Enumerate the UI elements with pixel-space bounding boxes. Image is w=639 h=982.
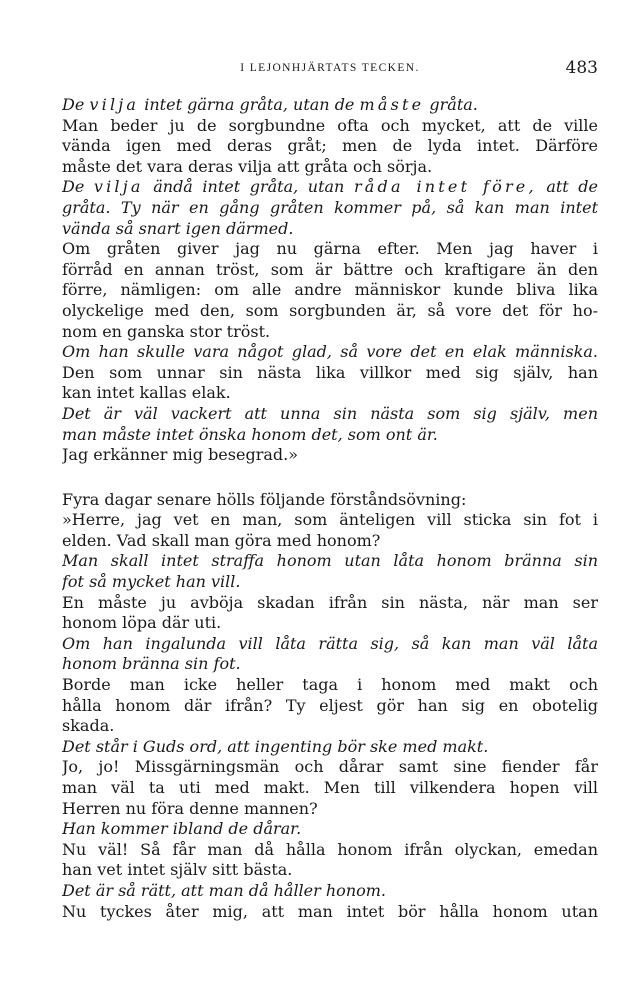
italic-text: De — [62, 95, 90, 114]
italic-text: gråta. Ty när en gång gråten kommer på, så kan man intet — [62, 197, 598, 217]
text-line — [62, 490, 598, 511]
section-break — [62, 466, 598, 490]
text-line — [62, 799, 598, 820]
text-run: olyckelige med den, som sorgbunden är, så vore det för ho- — [62, 300, 598, 320]
italic-text: Det står i Guds ord, att ingenting bör ske med makt. — [62, 736, 489, 756]
text-line — [62, 301, 598, 322]
italic-text: Det är så rätt, att man då håller honom. — [62, 880, 387, 900]
italic-text: Om han skulle vara något glad, så vore det en elak människa. — [62, 342, 598, 362]
text-run: vända igen med deras gråt; men de lyda intet. Därföre — [62, 136, 598, 156]
text-line — [62, 157, 598, 178]
text-line — [62, 116, 598, 137]
italic-text: vända så snart igen därmed. — [62, 218, 294, 238]
italic-text: honom bränna sin fot. — [62, 654, 241, 674]
text-run: Man beder ju de sorgbundne ofta och mycket, att de ville — [62, 115, 598, 135]
italic-text: fot så mycket han vill. — [62, 572, 241, 592]
text-run: Nu tyckes åter mig, att man intet bör hålla honom utan — [62, 901, 598, 921]
italic-text: vilja — [93, 177, 144, 197]
text-run: nom en ganska stor tröst. — [62, 321, 271, 341]
text-line — [62, 425, 598, 446]
text-line — [62, 757, 598, 778]
text-run: Nu väl! Så får man då hålla honom ifrån olyckan, emedan — [62, 839, 598, 859]
text-line — [62, 342, 598, 363]
text-run: En måste ju avböja skadan ifrån sin nästa, när man ser — [62, 592, 598, 612]
text-run: Fyra dagar senare hölls följande förståndsövning: — [62, 489, 467, 509]
text-line — [62, 383, 598, 404]
text-line — [62, 136, 598, 157]
page-number: 483 — [565, 58, 598, 78]
italic-text: måste — [359, 95, 425, 114]
text-line — [62, 551, 598, 572]
text-line — [62, 280, 598, 301]
text-line — [62, 445, 598, 466]
text-run: Borde man icke heller taga i honom med makt och — [62, 675, 598, 695]
italic-text: Det är väl vackert att unna sin nästa som sig själv, men — [62, 403, 598, 423]
page-header — [62, 58, 598, 80]
running-head: I LEJONHJÄRTATS TECKEN. — [240, 62, 420, 74]
text-run: Den som unnar sin nästa lika villkor med sig själv, han — [62, 362, 598, 382]
text-line — [62, 840, 598, 861]
italic-text: man måste intet önska honom det, som ont är. — [62, 424, 438, 444]
text-line — [62, 198, 598, 219]
text-run: hålla honom där ifrån? Ty eljest gör han sig en obotelig — [62, 695, 598, 715]
text-run: måste det vara deras vilja att gråta och sörja. — [62, 156, 433, 176]
text-line — [62, 260, 598, 281]
text-line — [62, 177, 598, 198]
italic-text: De — [62, 177, 94, 197]
italic-text: Om han ingalunda vill låta rätta sig, så kan man väl låta — [62, 633, 598, 653]
italic-text: gråta. — [424, 95, 478, 114]
text-line — [62, 322, 598, 343]
text-run: Jag erkänner mig besegrad.» — [62, 445, 298, 465]
text-run: skada. — [62, 716, 115, 736]
text-run: Herren nu föra denne mannen? — [62, 798, 318, 818]
text-run: Jo, jo! Missgärningsmän och dårar samt sine fiender får — [62, 757, 598, 777]
text-line — [62, 675, 598, 696]
text-line — [62, 531, 598, 552]
text-run: förråd en annan tröst, som är bättre och kraftigare än den — [62, 259, 598, 279]
text-run: förre, nämligen: om alle andre människor kunde bliva lika — [62, 280, 598, 300]
text-run: elden. Vad skall man göra med honom? — [62, 530, 381, 550]
text-run: Om gråten giver jag nu gärna efter. Men jag haver i — [62, 239, 598, 259]
text-line — [62, 239, 598, 260]
text-line — [62, 404, 598, 425]
italic-text: intet gärna gråta, utan de — [139, 95, 360, 114]
text-line — [62, 654, 598, 675]
text-line — [62, 716, 598, 737]
text-line — [62, 613, 598, 634]
text-line — [62, 902, 598, 923]
text-run: kan intet kallas elak. — [62, 383, 231, 403]
italic-text: ändå intet gråta, utan — [143, 177, 354, 197]
text-line — [62, 219, 598, 240]
italic-text: Han kommer ibland de dårar. — [62, 819, 302, 839]
text-line — [62, 860, 598, 881]
text-line — [62, 593, 598, 614]
italic-text: Man skall intet straffa honom utan låta honom bränna sin — [62, 551, 598, 571]
text-line — [62, 778, 598, 799]
text-run: »Herre, jag vet en man, som änteligen vill sticka sin fot i — [62, 510, 598, 530]
text-run: han vet intet själv sitt bästa. — [62, 860, 293, 880]
text-line — [62, 510, 598, 531]
text-line — [62, 634, 598, 655]
text-line — [62, 737, 598, 758]
text-run: honom löpa där uti. — [62, 613, 222, 633]
text-line — [62, 572, 598, 593]
italic-text: råda intet före, — [353, 177, 537, 197]
italic-text: att de — [536, 177, 598, 197]
text-run: man väl ta uti med makt. Men till vilkendera hopen vill — [62, 778, 598, 797]
text-line — [62, 881, 598, 902]
italic-text: vilja — [89, 95, 140, 114]
text-line — [62, 819, 598, 840]
body-text — [62, 95, 598, 922]
text-line — [62, 95, 598, 116]
text-line — [62, 696, 598, 717]
text-line — [62, 363, 598, 384]
